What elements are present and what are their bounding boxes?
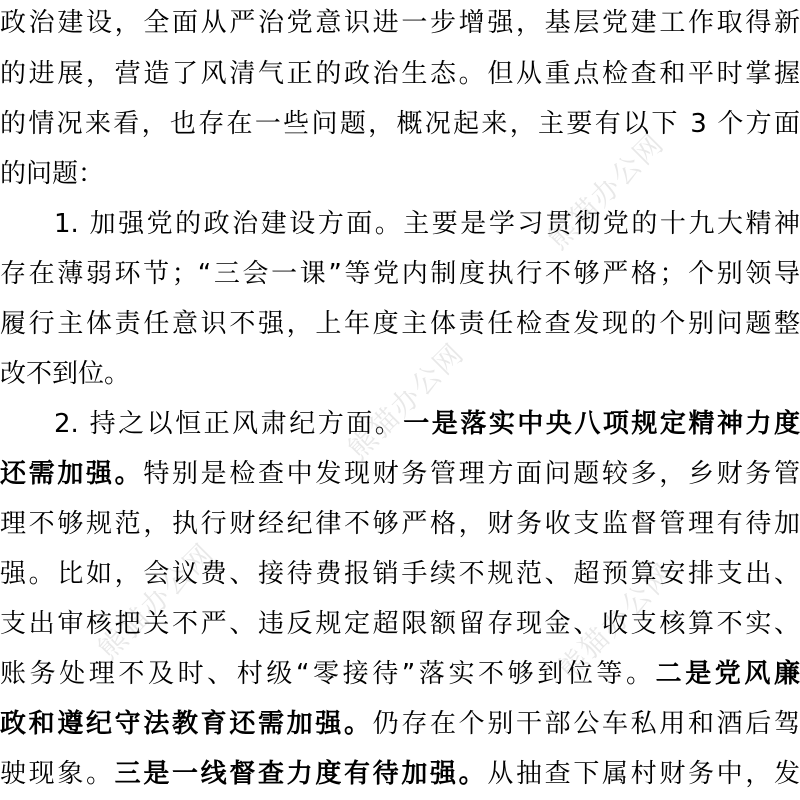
text-line [0,554,800,594]
text-run: 存在薄弱环节；“三会一课”等党内制度执行不够严格；个别领导 [0,259,800,289]
text-line [0,254,800,294]
text-run: 履行主体责任意识不强，上年度主体责任检查发现的个别问题整 [0,309,800,339]
watermark: 熊猫办公网 [91,536,221,666]
text-run: 的情况来看，也存在一些问题，概况起来，主要有以下 3 个方面 [0,109,800,139]
text-line [0,3,800,43]
text-line [0,504,800,544]
bold-text-run: 一是落实中央八项规定精神力度 [403,409,800,439]
text-run: 强。比如，会议费、接待费报销手续不规范、超预算安排支出、 [0,559,800,589]
text-run: 的问题： [0,159,105,189]
text-run: 账务处理不及时、村级“零接待”落实不够到位等。 [0,659,656,689]
text-line [0,54,800,94]
text-run: 1. 加强党的政治建设方面。主要是学习贯彻党的十九大精神 [54,209,800,239]
bold-text-run: 政和遵纪守法教育还需加强。 [0,709,373,739]
bold-text-run: 还需加强。 [0,459,144,489]
text-run: 特别是检查中发现财务管理方面问题较多，乡财务管 [143,459,800,489]
watermark: 熊猫办公网 [541,126,671,256]
text-run: 仍存在个别干部公车私用和酒后驾 [372,709,800,739]
text-line [54,404,800,444]
watermark: 熊猫办公网 [341,336,471,466]
text-line [0,304,800,344]
text-run: 的进展，营造了风清气正的政治生态。但从重点检查和平时掌握 [0,59,800,89]
text-line [0,454,800,494]
text-line [54,204,800,244]
text-line [0,704,800,744]
text-run: 政治建设，全面从严治党意识进一步增强，基层党建工作取得新 [0,8,800,38]
bold-text-run: 二是党风廉 [655,659,800,689]
text-run: 2. 持之以恒正风肃纪方面。 [54,409,404,439]
text-line [0,604,800,644]
text-run: 支出审核把关不严、违反规定超限额留存现金、收支核算不实、 [0,609,800,639]
text-run: 理不够规范，执行财经纪律不够严格，财务收支监督管理有待加 [0,509,800,539]
text-line [0,754,800,794]
text-run: 改不到位。 [0,359,131,389]
text-line [0,104,800,144]
text-run: 驶现象。 [0,759,115,789]
text-line [0,654,800,694]
bold-text-run: 三是一线督查力度有待加强。 [114,759,488,789]
watermark: 熊猫办公网 [551,556,681,686]
text-run: 从抽查下属村财务中，发 [487,759,800,789]
text-line [0,354,800,394]
text-line [0,154,800,194]
